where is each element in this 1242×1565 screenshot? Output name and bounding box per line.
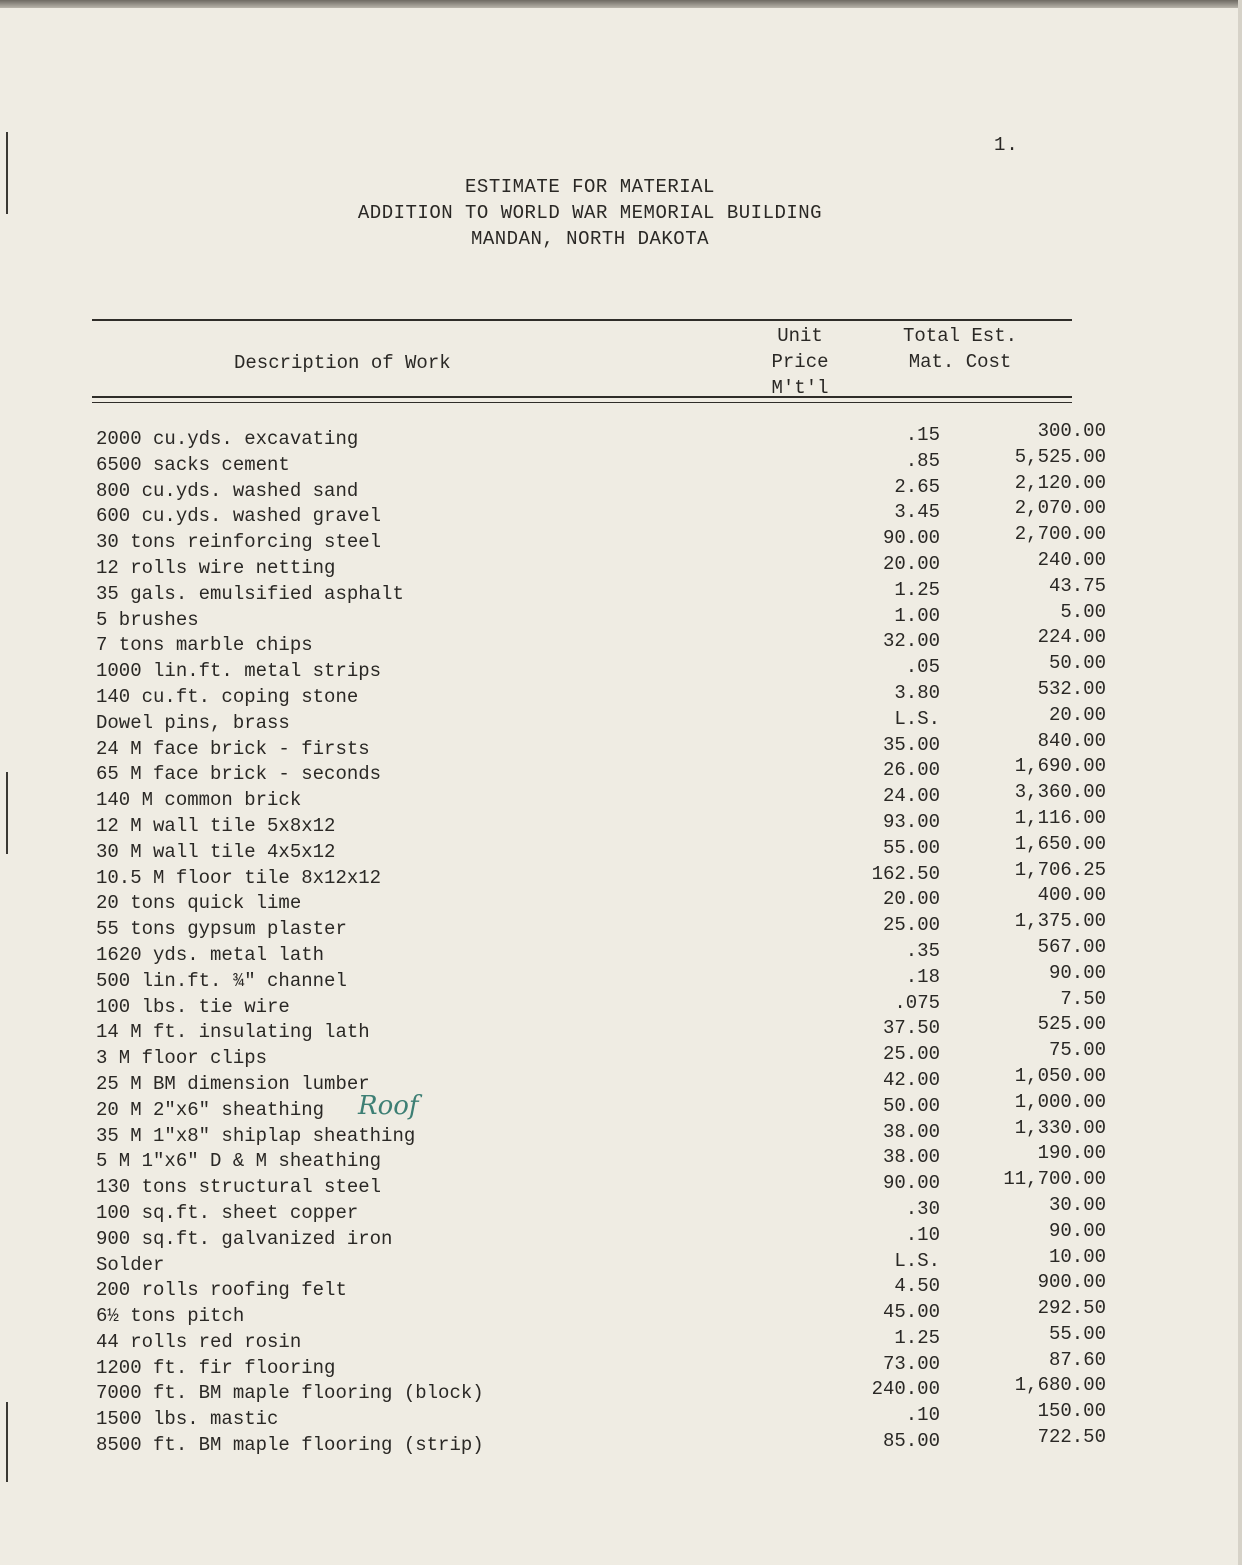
item-description: 1000 lin.ft. metal strips: [96, 660, 382, 683]
item-description: 600 cu.yds. washed gravel: [96, 505, 382, 528]
item-unit-price: 32.00: [882, 630, 940, 653]
item-description: 35 gals. emulsified asphalt: [96, 582, 404, 605]
item-description: 1200 ft. fir flooring: [96, 1356, 336, 1379]
item-total-cost: 532.00: [1037, 677, 1106, 700]
item-description: 7 tons marble chips: [96, 634, 313, 657]
item-total-cost: 224.00: [1037, 626, 1106, 649]
item-description: 7000 ft. BM maple flooring (block): [96, 1382, 484, 1405]
item-description: 800 cu.yds. washed sand: [96, 479, 359, 502]
item-total-cost: 90.00: [1048, 961, 1106, 984]
item-total-cost: 1,706.25: [1014, 858, 1106, 881]
unit-price-header-line: Price: [771, 351, 829, 373]
item-total-cost: 1,330.00: [1014, 1116, 1106, 1139]
item-unit-price: 3.45: [894, 501, 940, 524]
page-top-edge: [0, 0, 1242, 8]
total-header-line: Mat. Cost: [908, 351, 1012, 373]
item-description: 12 rolls wire netting: [96, 556, 336, 579]
item-description: 200 rolls roofing felt: [96, 1279, 347, 1302]
item-total-cost: 75.00: [1048, 1039, 1106, 1062]
item-total-cost: 30.00: [1048, 1193, 1106, 1216]
item-description: 500 lin.ft. ¾" channel: [96, 969, 347, 992]
page-number: 1.: [994, 134, 1019, 156]
header-bottom-rule-2: [92, 402, 1072, 403]
item-description: 5 M 1"x6" D & M sheathing: [96, 1150, 382, 1173]
item-total-cost: 1,116.00: [1014, 806, 1106, 829]
unit-price-header-line: Unit: [777, 325, 823, 347]
item-total-cost: 567.00: [1037, 935, 1106, 958]
item-unit-price: 55.00: [882, 836, 940, 859]
item-description: 65 M face brick - seconds: [96, 763, 382, 786]
item-unit-price: 90.00: [882, 1172, 940, 1195]
item-unit-price: 50.00: [882, 1094, 940, 1117]
item-unit-price: 2.65: [894, 475, 940, 498]
item-description: 140 cu.ft. coping stone: [96, 685, 359, 708]
item-unit-price: L.S.: [894, 1249, 940, 1272]
item-unit-price: 26.00: [882, 759, 940, 782]
handwritten-note: Roof: [358, 1090, 419, 1121]
item-total-cost: 1,690.00: [1014, 755, 1106, 778]
item-total-cost: 1,680.00: [1014, 1374, 1106, 1397]
binder-hole-mark-bottom: [6, 1402, 8, 1482]
title-line-3: MANDAN, NORTH DAKOTA: [470, 228, 710, 250]
item-total-cost: 7.50: [1060, 987, 1106, 1010]
item-unit-price: 38.00: [882, 1120, 940, 1143]
item-total-cost: 11,700.00: [1003, 1168, 1106, 1191]
item-unit-price: 1.00: [894, 604, 940, 627]
binder-hole-mark-middle: [6, 772, 8, 854]
header-top-rule: [92, 319, 1072, 321]
item-total-cost: 87.60: [1048, 1348, 1106, 1371]
unit-price-header-line: M't'l: [771, 377, 829, 399]
item-description: 44 rolls red rosin: [96, 1330, 302, 1353]
item-description: 1620 yds. metal lath: [96, 943, 325, 966]
item-total-cost: 1,650.00: [1014, 832, 1106, 855]
item-total-cost: 1,000.00: [1014, 1090, 1106, 1113]
item-unit-price: 24.00: [882, 785, 940, 808]
item-total-cost: 722.50: [1037, 1426, 1106, 1449]
item-total-cost: 292.50: [1037, 1297, 1106, 1320]
item-description: 12 M wall tile 5x8x12: [96, 814, 336, 837]
item-description: 30 tons reinforcing steel: [96, 531, 382, 554]
item-description: 130 tons structural steel: [96, 1176, 382, 1199]
item-unit-price: 85.00: [882, 1430, 940, 1453]
column-header-total-cost: [880, 323, 1040, 375]
item-unit-price: .10: [905, 1223, 940, 1246]
item-unit-price: 73.00: [882, 1352, 940, 1375]
item-description: 1500 lbs. mastic: [96, 1408, 279, 1431]
item-total-cost: 1,050.00: [1014, 1064, 1106, 1087]
title-line-2: ADDITION TO WORLD WAR MEMORIAL BUILDING: [357, 202, 823, 224]
item-description: 25 M BM dimension lumber: [96, 1072, 370, 1095]
item-total-cost: 840.00: [1037, 729, 1106, 752]
header-bottom-rule-1: [92, 396, 1072, 398]
item-total-cost: 525.00: [1037, 1013, 1106, 1036]
item-description: 24 M face brick - firsts: [96, 737, 370, 760]
item-unit-price: .85: [905, 449, 940, 472]
item-unit-price: .15: [905, 424, 940, 446]
item-total-cost: 300.00: [1037, 420, 1106, 442]
item-unit-price: 25.00: [882, 1043, 940, 1066]
document-title: [300, 174, 880, 252]
item-description: 6500 sacks cement: [96, 453, 290, 476]
column-header-description: Description of Work: [234, 352, 451, 374]
item-unit-price: 162.50: [871, 862, 940, 885]
item-description: 20 tons quick lime: [96, 892, 302, 915]
item-unit-price: .075: [894, 991, 940, 1014]
item-description: 2000 cu.yds. excavating: [96, 428, 359, 450]
item-total-cost: 5,525.00: [1014, 445, 1106, 468]
item-total-cost: 43.75: [1048, 574, 1106, 597]
item-unit-price: 38.00: [882, 1146, 940, 1169]
item-description: 55 tons gypsum plaster: [96, 918, 347, 941]
item-total-cost: 20.00: [1048, 703, 1106, 726]
item-total-cost: 900.00: [1037, 1271, 1106, 1294]
item-unit-price: 3.80: [894, 681, 940, 704]
item-unit-price: 4.50: [894, 1275, 940, 1298]
item-total-cost: 190.00: [1037, 1142, 1106, 1165]
item-description: 14 M ft. insulating lath: [96, 1021, 370, 1044]
item-unit-price: 45.00: [882, 1301, 940, 1324]
item-description: 3 M floor clips: [96, 1047, 268, 1070]
item-total-cost: 90.00: [1048, 1219, 1106, 1242]
item-total-cost: 2,700.00: [1014, 523, 1106, 546]
title-line-1: ESTIMATE FOR MATERIAL: [465, 176, 715, 198]
item-unit-price: .10: [905, 1404, 940, 1427]
item-unit-price: 1.25: [894, 578, 940, 601]
column-header-unit-price: [755, 323, 845, 401]
item-unit-price: 37.50: [882, 1017, 940, 1040]
item-unit-price: 1.25: [894, 1326, 940, 1349]
total-header-line: Total Est.: [902, 325, 1018, 347]
item-description: 6½ tons pitch: [96, 1305, 245, 1328]
item-unit-price: .18: [905, 965, 940, 988]
item-unit-price: 35.00: [882, 733, 940, 756]
item-total-cost: 1,375.00: [1014, 910, 1106, 933]
item-total-cost: 240.00: [1037, 548, 1106, 571]
item-unit-price: .35: [905, 939, 940, 962]
item-description: 100 lbs. tie wire: [96, 995, 290, 1018]
item-unit-price: .05: [905, 656, 940, 679]
item-total-cost: 5.00: [1060, 600, 1106, 623]
binder-hole-mark-top: [6, 132, 8, 214]
item-description: 30 M wall tile 4x5x12: [96, 840, 336, 863]
item-description: Dowel pins, brass: [96, 711, 290, 734]
item-total-cost: 3,360.00: [1014, 781, 1106, 804]
item-total-cost: 2,120.00: [1014, 471, 1106, 494]
item-description: 5 brushes: [96, 608, 199, 631]
item-description: 8500 ft. BM maple flooring (strip): [96, 1434, 484, 1457]
item-total-cost: 10.00: [1048, 1245, 1106, 1268]
item-unit-price: 20.00: [882, 552, 940, 575]
item-description: 10.5 M floor tile 8x12x12: [96, 866, 382, 889]
item-description: 900 sq.ft. galvanized iron: [96, 1227, 393, 1250]
item-description: 20 M 2"x6" sheathing: [96, 1098, 325, 1121]
estimate-table: [96, 420, 1106, 1460]
item-unit-price: 240.00: [871, 1378, 940, 1401]
page-right-edge: [1238, 0, 1242, 1565]
item-unit-price: .30: [905, 1197, 940, 1220]
item-total-cost: 55.00: [1048, 1322, 1106, 1345]
item-description: 35 M 1"x8" shiplap sheathing: [96, 1124, 416, 1147]
item-description: Solder: [96, 1253, 165, 1276]
table-row: [96, 1426, 1106, 1460]
item-description: 100 sq.ft. sheet copper: [96, 1201, 359, 1224]
item-total-cost: 400.00: [1037, 884, 1106, 907]
item-total-cost: 150.00: [1037, 1400, 1106, 1423]
item-total-cost: 50.00: [1048, 652, 1106, 675]
item-unit-price: 90.00: [882, 527, 940, 550]
item-unit-price: 42.00: [882, 1068, 940, 1091]
item-total-cost: 2,070.00: [1014, 497, 1106, 520]
item-unit-price: 25.00: [882, 914, 940, 937]
item-description: 140 M common brick: [96, 789, 302, 812]
item-unit-price: 93.00: [882, 810, 940, 833]
item-unit-price: L.S.: [894, 707, 940, 730]
item-unit-price: 20.00: [882, 888, 940, 911]
